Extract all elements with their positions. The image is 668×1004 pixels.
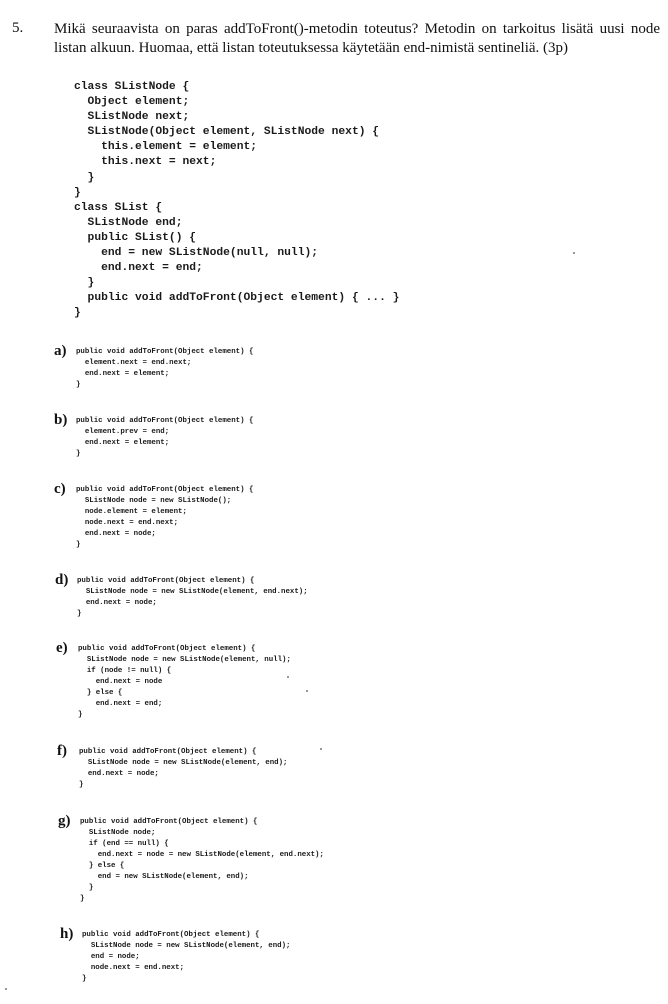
scan-speck: [287, 676, 289, 678]
option-h-code: public void addToFront(Object element) { SListNode node = new SListNode(element, end); end = node; node.next = end.next; }: [82, 931, 291, 983]
option-c-code: public void addToFront(Object element) { SListNode node = new SListNode(); node.element = element; node.next = end.next; end.next = node; }: [76, 486, 254, 549]
scan-speck: [320, 748, 322, 750]
scan-speck: [573, 252, 575, 254]
option-f-letter: f): [57, 743, 67, 759]
option-f-code: public void addToFront(Object element) { SListNode node = new SListNode(element, end); end.next = node; }: [79, 748, 288, 789]
option-g-code: public void addToFront(Object element) { SListNode node; if (end == null) { end.next = node = new SListNode(element, end.next); } else { end = new SListNode(element, end); } }: [80, 818, 324, 903]
option-b-letter: b): [54, 412, 68, 428]
scan-speck: [5, 988, 7, 990]
option-b-code: public void addToFront(Object element) { element.prev = end; end.next = element; }: [76, 417, 254, 458]
option-g-letter: g): [58, 813, 71, 829]
option-e-code: public void addToFront(Object element) { SListNode node = new SListNode(element, null); if (node != null) { end.next = node } else { end.next = end; }: [78, 645, 291, 719]
option-d-letter: d): [55, 572, 69, 588]
main-code-block: class SListNode { Object element; SListNode next; SListNode(Object element, SListNode next) { this.element = element; this.next = next; } } class SList { SListNode end; public SList() { end = new SListNode(null, null); end.next = end; } public void addToFront(Object element) { ... } }: [74, 81, 400, 320]
question-number: 5.: [12, 20, 24, 36]
option-a-letter: a): [54, 343, 67, 359]
option-h-letter: h): [60, 926, 74, 942]
question-text: Mikä seuraavista on paras addToFront()-metodin toteutus? Metodin on tarkoitus lisätä uusi node listan alkuun. Huomaa, että listan toteutuksessa käytetään end-nimistä sentineliä. (3p): [54, 21, 660, 56]
option-e-letter: e): [56, 640, 68, 656]
option-a-code: public void addToFront(Object element) { element.next = end.next; end.next = element; }: [76, 348, 254, 389]
option-c-letter: c): [54, 481, 66, 497]
scan-speck: [306, 690, 308, 692]
option-d-code: public void addToFront(Object element) { SListNode node = new SListNode(element, end.next); end.next = node; }: [77, 577, 308, 618]
